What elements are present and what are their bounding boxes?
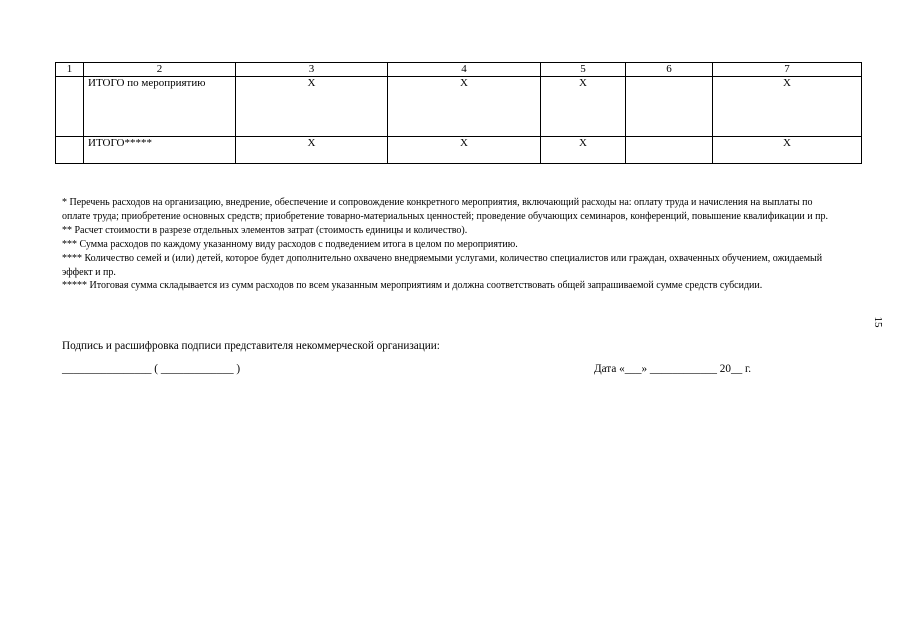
signature-title: Подпись и расшифровка подписи представителя некоммерческой организации: [62,340,440,352]
column-header: 3 [236,63,388,77]
table-cell: ИТОГО***** [84,137,236,164]
table-cell [56,137,84,164]
footnotes [62,196,842,293]
table-cell: ИТОГО по мероприятию [84,77,236,137]
footnote: ** Расчет стоимости в разрезе отдельных элементов затрат (стоимость единицы и количество). [62,224,468,236]
footnote: * Перечень расходов на организацию, внедрение, обеспечение и сопровождение конкретного мероприятия, включающий расходы на: оплату труда и начисления на выплаты по оплате труда; приобретение основных средств; приобретение товарно-материальных ценностей; проведение обучающих семинаров, конференций, повышение квалификации и пр. [62,197,828,222]
column-header: 2 [84,63,236,77]
table-header-row [56,63,862,77]
table-row [56,137,862,164]
table-cell: X [236,77,388,137]
table-cell: X [388,77,541,137]
footnote: *** Сумма расходов по каждому указанному виду расходов с подведением итога в целом по мероприятию. [62,238,518,250]
table-cell: X [388,137,541,164]
table-cell [626,137,713,164]
footnote: **** Количество семей и (или) детей, которое будет дополнительно охвачено внедряемыми услугами, количество специалистов или граждан, охваченных обучением, ожидаемый эффект и пр. [62,252,823,278]
table-cell: X [541,137,626,164]
signature-line: ________________ ( _____________ ) [62,363,241,375]
column-header: 7 [713,63,862,77]
summary-table [55,62,862,164]
table-cell: X [713,77,862,137]
footnote: ***** Итоговая сумма складывается из сумм расходов по всем указанным мероприятиям и должна соответствовать общей запрашиваемой сумме средств субсидии. [62,280,763,292]
table-cell [626,77,713,137]
column-header: 6 [626,63,713,77]
page-number: 15 [872,316,884,328]
date-line: Дата «___» ____________ 20__ г. [594,363,752,375]
table-cell [56,77,84,137]
table-cell: X [713,137,862,164]
column-header: 4 [388,63,541,77]
table-cell: X [236,137,388,164]
column-header: 5 [541,63,626,77]
column-header: 1 [56,63,84,77]
table-cell: X [541,77,626,137]
table-row [56,77,862,137]
